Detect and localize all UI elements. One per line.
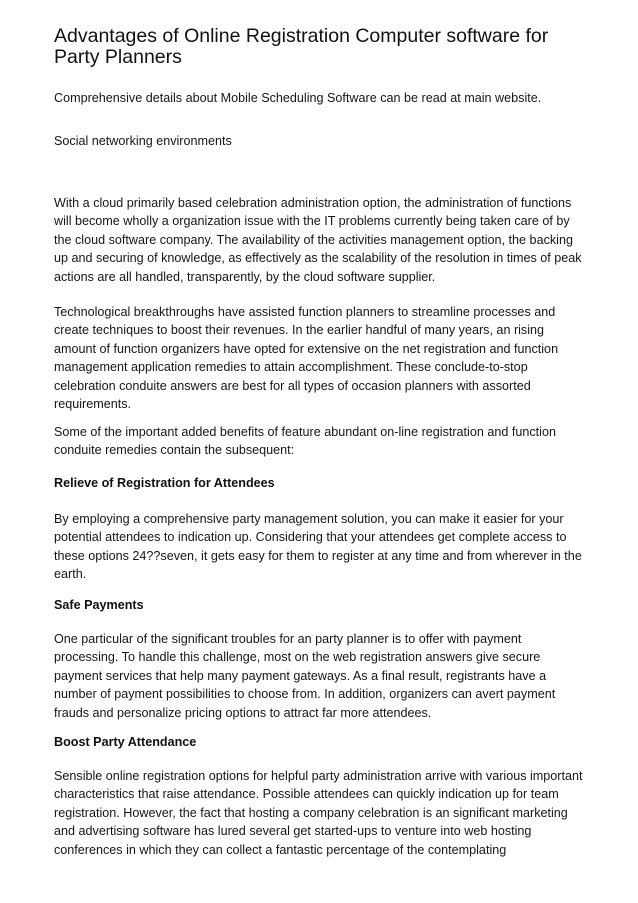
section-label: Social networking environments <box>54 134 232 148</box>
intro-paragraph: Comprehensive details about Mobile Scheduling Software can be read at main website. <box>54 91 542 105</box>
paragraph-safe-payments: One particular of the significant troubles for an party planner is to offer with payment processing. To handle this challenge, most on the web registration answers give secure payment services that help many payment gateways. As a final result, registrants have a number of payment possibilities to choose from. In addition, organizers can avert payment frauds and personalize pricing options to attract far more attendees. <box>54 632 556 720</box>
heading-safe-payments: Safe Payments <box>54 598 144 612</box>
paragraph-cloud-administration: With a cloud primarily based celebration administration option, the administration of functions will become wholly a organization issue with the IT problems currently being taken care of by the cloud software company. The availability of the activities management option, the backing up and securing of knowledge, as effectively as the scalability of the resolution in times of peak actions are all handled, transparently, by the cloud software supplier. <box>54 196 582 284</box>
heading-boost-party-attendance: Boost Party Attendance <box>54 735 197 749</box>
paragraph-benefits-intro: Some of the important added benefits of feature abundant on-line registration and function conduite remedies contain the subsequent: <box>54 425 556 458</box>
paragraph-technological-breakthroughs: Technological breakthroughs have assisted function planners to streamline processes and create techniques to boost their revenues. In the earlier handful of many years, an rising amount of function organizers have opted for extensive on the net registration and function management application remedies to attain accomplishment. These conclude-to-stop celebration conduite answers are best for all types of occasion planners with assorted requirements. <box>54 305 559 412</box>
heading-relieve-of-registration: Relieve of Registration for Attendees <box>54 476 275 490</box>
paragraph-boost-party-attendance: Sensible online registration options for helpful party administration arrive with various important characteristics that raise attendance. Possible attendees can quickly indication up for team registration. However, the fact that hosting a company celebration is an significant marketing and advertising software has lured several get started-ups to venture into web hosting conferences in which they can collect a fantastic percentage of the contemplating <box>54 769 583 857</box>
page-title: Advantages of Online Registration Computer software for Party Planners <box>54 25 549 68</box>
paragraph-relieve-of-registration: By employing a comprehensive party management solution, you can make it easier for your potential attendees to indication up. Considering that your attendees get complete access to these options 24??seven, it gets easy for them to register at any time and from wherever in the earth. <box>54 512 582 582</box>
